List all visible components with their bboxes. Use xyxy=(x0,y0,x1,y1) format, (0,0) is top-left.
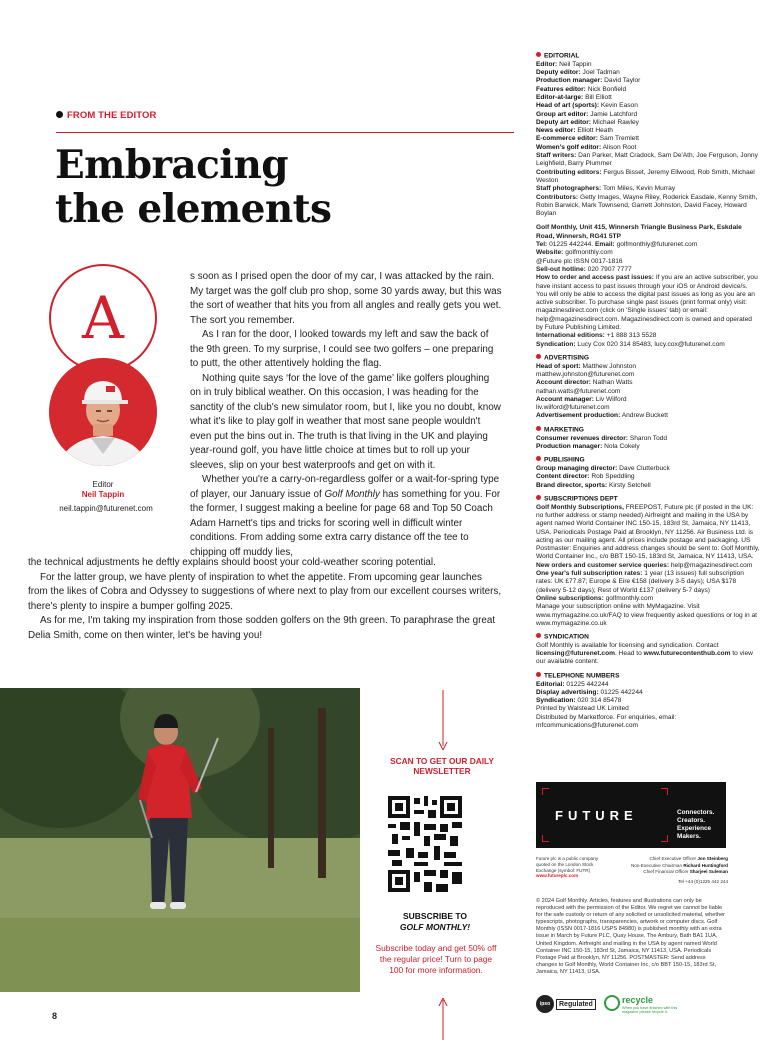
paragraph-3: Nothing quite says ‘for the love of the game’ like golfers ploughing on in truly biblical weather. On this occasion, I was heading for the sanctity of the club's new simulator room, but I, like you no doubt, know what it's like to play golf in weather that most sane people wouldn't even put the bins out in. The truth is that living in the UK and playing year-round golf, you have little choice at times but to roll up your sleeves, slip on your best waterproofs and get on with it. xyxy=(190,372,501,471)
marketing-line xyxy=(536,443,760,451)
advertising-line-name: Nathan Watts xyxy=(592,379,633,387)
advertising-line-role: Account director: xyxy=(536,379,591,387)
advertising-line-role: Advertisement production: xyxy=(536,412,621,420)
staff-line xyxy=(536,86,760,94)
staff-line-role: E-commerce editor: xyxy=(536,135,598,143)
advertising-line-name: Andrew Buckett xyxy=(621,412,668,420)
red-bullet-icon xyxy=(536,456,541,461)
future-officers: Chief Executive Officer Jon Steinberg Non-Executive Chairman Richard Huntingford Chief Financial Officer Sharjeel Suleman Tel +44 (0)1225 442 244 xyxy=(630,856,728,884)
future-tagline: Connectors. Creators. Experience Makers. xyxy=(677,809,715,840)
staff-list xyxy=(536,61,760,152)
telephone-line xyxy=(536,697,760,705)
masthead-subscriptions: SUBSCRIPTIONS DEPT Golf Monthly Subscriptions, FREEPOST, Future plc (if posted in the UK: no further address or stamp needed) Airfreight and mailing in the USA by agent named World Container INC 150-15, 183rd St, Jamaica, NY 11413, USA. Periodicals Postage Paid at Brooklyn, NY 11256. Air Business Ltd. is acting as our mailing agent. All prices include postage and packaging. US Postmaster: Enquiries and address changes should be sent to: Golf Monthly, World Container Inc., c/o BBT 150-15, 183rd St, Jamaica, NY 11413, USA. New orders and customer service queries: help@magazinesdirect.com One year's full subscription rates: 1 year (13 issues) full subscription rates: UK £77.87; Europe & Eire €158 (delivery 3-5 days); USA $178 (delivery 5-12 days); Rest of World £137 (delivery 5-7 days) Online subscriptions: golfmonthly.com Manage your subscription online with MyMagazine. Visit www.mymagazine.co.uk/FAQ to view frequently asked questions or log in at www.mymagazine.co.uk xyxy=(536,495,760,627)
red-bullet-icon xyxy=(536,354,541,359)
publishing-line-name: Kirsty Setchell xyxy=(608,481,651,489)
publishing-line xyxy=(536,482,760,490)
newsletter-qr-code[interactable] xyxy=(388,796,462,892)
editor-portrait xyxy=(49,358,157,466)
future-plc-link[interactable]: www.futureplc.com xyxy=(536,873,579,879)
staff-line-role: Group art editor: xyxy=(536,110,589,118)
staff-line-name: Nick Bonfield xyxy=(587,85,627,93)
masthead-syndication: SYNDICATION Golf Monthly is available for licensing and syndication. Contact licensing@futurenet.com. Head to www.futurecontenthub.com to view our available content. xyxy=(536,633,753,666)
staff-line-role: Production manager: xyxy=(536,77,603,85)
masthead-email-link[interactable]: golfmonthly@futurenet.com xyxy=(616,241,698,249)
future-plc-note: Future plc is a public company quoted on the London Stock Exchange (symbol: FUTR) www.futureplc.com xyxy=(536,856,599,879)
staff-line-name: Kevin Eason xyxy=(600,102,638,110)
marketing-list xyxy=(536,435,760,452)
staff-line-role: Head of art (sports): xyxy=(536,102,600,110)
drop-cap-circle xyxy=(49,264,157,372)
recycle-icon xyxy=(604,995,620,1011)
staff-line-role: Editor-at-large: xyxy=(536,93,584,101)
advertising-line-name: Liv Wilford xyxy=(595,395,627,403)
corner-mark-icon xyxy=(542,788,549,795)
advertising-line-name[interactable]: matthew.johnston@futurenet.com xyxy=(536,370,635,378)
editor-name: Neil Tappin xyxy=(81,490,125,499)
paragraph-2: As I ran for the door, I looked towards my left and saw the back of the 9th green. To my surprise, I could see two golfers – one preparing to putt, the other attentively holding the flag. xyxy=(190,329,494,369)
masthead-marketing: MARKETING Consumer revenues director: Sharon Todd Production manager: Nola Cokely xyxy=(536,426,760,451)
staff-line-role: News editor: xyxy=(536,127,576,135)
arrow-up-icon xyxy=(438,998,448,1040)
advertising-line-name[interactable]: liv.wilford@futurenet.com xyxy=(536,404,610,412)
staff-line-name: Elliott Heath xyxy=(577,127,613,135)
telephone-line-name: 01225 442244 xyxy=(566,680,609,688)
staff-line-role: Editor: xyxy=(536,60,558,68)
marketing-line xyxy=(536,435,760,443)
staff-line-name: David Taylor xyxy=(604,77,641,85)
advertising-line-name: Matthew Johnston xyxy=(582,362,637,370)
red-bullet-icon xyxy=(536,672,541,677)
advertising-line xyxy=(536,404,760,412)
page-title xyxy=(55,143,355,231)
golfer-in-rain-photo xyxy=(0,688,360,992)
masthead-website-link[interactable]: golfmonthly.com xyxy=(565,249,613,257)
staff-line-role: Women's golf editor: xyxy=(536,143,602,151)
title-line-1: Embracing xyxy=(55,142,288,188)
advertising-line xyxy=(536,388,760,396)
staff-line-role: Deputy art editor: xyxy=(536,118,591,126)
red-bullet-icon xyxy=(536,426,541,431)
masthead-publishing: PUBLISHING Group managing director: Dave Clutterbuck Content director: Rob Speddling Brand director, sports: Kirsty Setchell xyxy=(536,456,760,490)
masthead-advertising: ADVERTISING Head of sport: Matthew Johnston matthew.johnston@futurenet.com Account director: Nathan Watts nathan.watts@futurenet.com Account manager: Liv Wilford liv.wilford@futurenet.com Advertisement production: Andrew Buckett xyxy=(536,354,760,421)
staff-line-name: Sam Tremlett xyxy=(599,135,639,143)
paragraph-5: For the latter group, we have plenty of inspiration to whet the appetite. From upcoming gear launches from the likes of Cobra and Odyssey to suggestions of where next to play from our excellent courses writers, there's plenty to inspire a bumper golfing 2025. xyxy=(28,571,502,612)
scan-newsletter-title: SCAN TO GET OUR DAILY NEWSLETTER xyxy=(390,756,494,776)
editor-role: Editor xyxy=(92,480,114,489)
advertising-line xyxy=(536,396,760,404)
telephone-line-name: 01225 442244 xyxy=(600,688,643,696)
telephone-line-name: 020 314 85478 xyxy=(577,697,622,705)
paragraph-4: Whether you're a carry-on-regardless golfer or a wait-for-spring type of player, our January issue of Golf Monthly has something for you. For the former, I suggest making a beeline for page 68 and Top 50 Coach Adam Harnett's tips and tricks for scoring well in difficult winter conditions. From adding some extra carry distance off the tee to chipping off muddy lies, xyxy=(190,474,501,558)
advertising-line xyxy=(536,412,760,420)
marketing-line-name: Nola Cokely xyxy=(604,442,640,450)
staff-line-role: Deputy editor: xyxy=(536,69,581,77)
editor-email: neil.tappin@futurenet.com xyxy=(59,504,153,513)
staff-line xyxy=(536,119,760,127)
corner-mark-icon xyxy=(661,788,668,795)
staff-line xyxy=(536,94,760,102)
section-divider xyxy=(56,132,514,133)
subscribe-offer: Subscribe today and get 50% off the regular price! Turn to page 100 for more information. xyxy=(375,943,497,975)
advertising-line xyxy=(536,379,760,387)
advertising-line xyxy=(536,371,760,379)
publishing-line xyxy=(536,473,760,481)
staff-line xyxy=(536,135,760,143)
subscribe-magazine: GOLF MONTHLY! xyxy=(399,922,471,932)
section-label: FROM THE EDITOR xyxy=(56,110,156,121)
masthead-telephone: TELEPHONE NUMBERS Editorial: 01225 442244 Display advertising: 01225 442244 Syndication: 020 314 85478 Printed by Walstead UK Limited Distributed by Marketforce. For enquiries, email: mfcommunications@futurenet.com xyxy=(536,672,760,731)
ipso-logo: ipso xyxy=(536,995,554,1013)
telephone-list xyxy=(536,681,760,706)
marketing-line-role: Consumer revenues director: xyxy=(536,434,628,442)
staff-line xyxy=(536,111,760,119)
ipso-regulated-badge: ipso Regulated xyxy=(536,994,596,1014)
drop-cap: A xyxy=(82,284,124,352)
staff-line xyxy=(536,144,760,152)
article-body-top xyxy=(190,270,502,560)
content-hub-link[interactable]: www.futurecontenthub.com xyxy=(643,650,731,658)
publishing-line-role: Brand director, sports: xyxy=(536,481,608,489)
licensing-email-link[interactable]: licensing@futurenet.com xyxy=(536,650,615,658)
corner-mark-icon xyxy=(661,835,668,842)
staff-line-name: Neil Tappin xyxy=(559,60,592,68)
publishing-line-name: Dave Clutterbuck xyxy=(619,464,670,472)
staff-line xyxy=(536,61,760,69)
telephone-line-role: Syndication: xyxy=(536,697,576,705)
subscribe-title: SUBSCRIBE TO GOLF MONTHLY! xyxy=(380,911,490,933)
staff-line-name: Bill Elliott xyxy=(585,93,612,101)
article-body-bottom xyxy=(28,556,504,643)
telephone-line xyxy=(536,689,760,697)
staff-line-role: Features editor: xyxy=(536,85,586,93)
paragraph-6: As for me, I'm taking my inspiration from those sodden golfers on the 9th green. To paraphrase the great Delia Smith, come on then winter, let's be having you! xyxy=(28,615,496,641)
telephone-line xyxy=(536,681,760,689)
staff-line xyxy=(536,69,760,77)
publishing-line xyxy=(536,465,760,473)
publishing-line-name: Rob Speddling xyxy=(591,473,635,481)
telephone-line-role: Display advertising: xyxy=(536,688,599,696)
advertising-line xyxy=(536,363,760,371)
advertising-line-role: Account manager: xyxy=(536,395,594,403)
page-number: 8 xyxy=(52,1011,58,1021)
recycle-badge: recycle When you have finished with this magazine please recycle it. xyxy=(604,994,684,1014)
red-bullet-icon xyxy=(536,495,541,500)
future-logo-banner xyxy=(536,782,726,848)
paragraph-4-tail: the technical adjustments he deftly explains should boost your cold-weather scoring potential. xyxy=(28,557,436,568)
telephone-line-role: Editorial: xyxy=(536,680,565,688)
masthead xyxy=(536,52,760,735)
marketing-line-role: Production manager: xyxy=(536,442,603,450)
corner-mark-icon xyxy=(542,835,549,842)
staff-line-name: Alison Root xyxy=(602,143,637,151)
paragraph-4-head: has something for you. For the former, I suggest making a beeline for page 68 and Top 50 Coach Adam Harnett's tips and tricks for scoring well in difficult winter conditions. From adding some extra carry distance off the tee to chipping off muddy lies, xyxy=(190,488,501,558)
advertising-list xyxy=(536,363,760,421)
copyright-notice: © 2024 Golf Monthly. Articles, features and illustrations can only be reproduced with the permission of the Editor. We regret we cannot be liable for the safe custody or return of any solicited or unsolicited material, whether typescripts, photographs, transparencies, artwork or computer discs. Golf Monthly (ISSN 0017-1816 USPS 84980) is published monthly with an extra issue in March by Future PLC, Quay House, The Ambury, Bath BA1 1UA, United Kingdom. Airfreight and mailing in the USA by agent named World Container INC 150-15, 183rd St, Jamaica, NY 11413, USA. Periodicals Postage Paid at Brooklyn, NY 11256. POSTMASTER: Send address changes to Golf Monthly, World Container Inc, c/o BBT 150-15, 183rd St, Jamaica, NY 11413, USA. xyxy=(536,898,726,975)
magazine-title: Golf Monthly xyxy=(324,488,380,500)
advertising-line-name[interactable]: nathan.watts@futurenet.com xyxy=(536,387,621,395)
arrow-down-icon xyxy=(438,690,448,750)
publishing-line-role: Content director: xyxy=(536,473,590,481)
staff-line xyxy=(536,127,760,135)
bullet-icon xyxy=(56,111,63,118)
paragraph-1: s soon as I prised open the door of my car, I was attacked by the rain. My target was the golf club pro shop, some 30 yards away, but this was the sort of weather that hits you from all angles and really gets you wet. The sort you remember. xyxy=(190,271,502,326)
staff-line-name: Jamie Latchford xyxy=(590,110,638,118)
masthead-editorial: EDITORIAL Editor: Neil Tappin Deputy editor: Joel Tadman Production manager: David Taylor Features editor: Nick Bonfield Editor-at-large: Bill Elliott Head of art (sports): Kevin Eason Group art editor: Jamie Latchford Deputy art editor: Michael Rawley News editor: Elliott Heath E-commerce editor: Sam Tremlett Women's golf editor: Alison Root Staff writers: Dan Parker, Matt Cradock, Sam De'Ath, Joe Ferguson, Jonny Leighfield, Barry Plummer Contributing editors: Fergus Bisset, Jeremy Ellwood, Rob Smith, Michael Weston Staff photographers: Tom Miles, Kevin Murray Contributors: Getty Images, Wayne Riley, Roderick Easdale, Kenny Smith, Robin Barwick, Mark Townsend, Garrett Johnston, David Facey, Howard Boylan Golf Monthly, Unit 415, Winnersh Triangle Business Park, Eskdale Road, Winnersh, RG41 5TP Tel: 01225 442244. Email: golfmonthly@futurenet.com Website: golfmonthly.com @Future plc ISSN 0017-1816 Sell-out hotline: 020 7907 7777 How to order and access past issues: If you are an active subscriber, you have instant access to past issues through your iOS or Android device/s. You will only be able to access the digital past issues as long as you are an active subscriber. To purchase single past issues (print format only) visit: magazinesdirect.com (click on 'Single issues' tab) or email: help@magazinesdirect.com. Magazinesdirect.com is owned and operated by Future Publishing Limited. International editions: +1 888 313 5528 Syndication: Lucy Cox 020 314 85483, lucy.cox@futurenet.com xyxy=(536,52,760,349)
staff-line xyxy=(536,102,760,110)
staff-line-name: Michael Rawley xyxy=(592,118,639,126)
marketing-line-name: Sharon Todd xyxy=(629,434,668,442)
advertising-line-role: Head of sport: xyxy=(536,362,581,370)
future-logo: FUTURE xyxy=(555,808,638,823)
title-line-2: the elements xyxy=(55,186,332,232)
red-bullet-icon xyxy=(536,633,541,638)
staff-line-name: Joel Tadman xyxy=(582,69,620,77)
staff-line xyxy=(536,77,760,85)
publishing-list xyxy=(536,465,760,490)
red-bullet-icon xyxy=(536,52,541,57)
publishing-line-role: Group managing director: xyxy=(536,464,618,472)
